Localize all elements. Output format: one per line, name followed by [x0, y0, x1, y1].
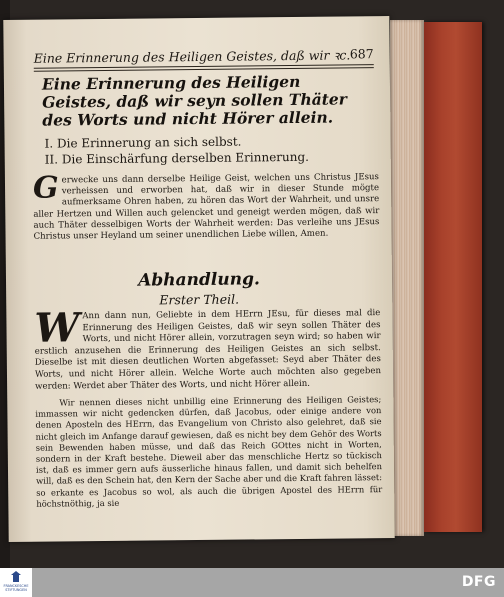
intro-text: erwecke uns dann derselbe Heilige Geist, welchen uns Christus JEsus verheissen und erworben hat, daß wir in dieser Stunde mögte aufmerksame Ohren haben, zu hören das Wort der Wahrheit, und unsre aller Hertzen und Willen auch gelencket und geneigt werden mögen, daß wir auch Thäter desselbigen Worts der Wahrheit werden: Das verleihe uns JEsus Christus unser Heyland um seiner unendlichen Liebe willen, Amen. — [33, 172, 380, 242]
section-subheading: Erster Theil. — [159, 291, 240, 308]
section-heading: Abhandlung. — [138, 269, 260, 291]
body-paragraph-2: Wir nennen dieses nicht unbillig eine Erinnerung des Heiligen Geistes; immassen wir nicht gedencken dürfen, daß Jacobus, oder einige andere von denen Aposteln des HErrn, das Evangelium von Christo also gelehret, daß sie nicht gleich im Anfange darauf gewiesen, daß es nicht bey dem Gehör des Worts sein Bewenden haben müsse, und daß das Reich GOttes nicht in Worten, sondern in der Kraft bestehe. Dieweil aber das menschliche Hertz so tückisch ist, daß es immer gern aufs äusserliche hinaus fallen, und damit sich behelfen will, daß es den Schein hat, den Kern der Sache aber und die Kraft fahren lässet: so erkante es Jacobus so wol, als auch die übrigen Apostel des HErrn für höchstnöthig, ja sie — [35, 394, 383, 509]
sermon-title: Eine Erinnerung des Heiligen Geistes, daß wir seyn sollen Thäter des Worts und nicht Hörer allein. — [41, 71, 347, 130]
book-cover — [424, 22, 482, 532]
intro-initial: G — [32, 170, 59, 206]
footer-bar — [0, 568, 504, 597]
page-number: 687 — [349, 46, 374, 62]
book-page — [3, 16, 394, 542]
body-paragraph-1 — [34, 304, 382, 393]
intro-paragraph — [33, 172, 380, 243]
outline-item: I. Die Erinnerung an sich selbst. — [44, 134, 242, 151]
library-logo[interactable] — [0, 568, 32, 597]
page-edges — [390, 20, 424, 536]
running-head — [33, 46, 374, 66]
para-initial: W — [34, 304, 80, 352]
para1-text: Ann dann nun, Geliebte in dem HErrn JEsu, für dieses mal die Erinnerung des Heiligen Geistes, daß wir seyn sollen Thäter des Worts, und nicht Hörer allein, vorzutragen seyn wird; so haben wir erstlich anzusehen die Erinnerung des Heiligen Geistes an sich selbst. Dieselbe ist mit diesen deutlichen Worten abgefasset: Seyd aber Thäter des Worts, und nicht Hörer allein. Welche Worte auch möchten also gegeben werden: Werdet aber Thäter des Worts, und nicht Hörer allein. — [34, 308, 382, 392]
running-title: Eine Erinnerung des Heiligen Geistes, daß wir ꝛc. — [33, 47, 351, 66]
library-logo-text: FRANCKESCHE STIFTUNGEN — [3, 584, 29, 592]
dfg-logo[interactable]: DFG — [461, 574, 496, 590]
outline-list — [44, 132, 364, 167]
outline-item: II. Die Einschärfung derselben Erinnerung. — [44, 149, 310, 167]
library-logo-icon — [11, 571, 21, 582]
